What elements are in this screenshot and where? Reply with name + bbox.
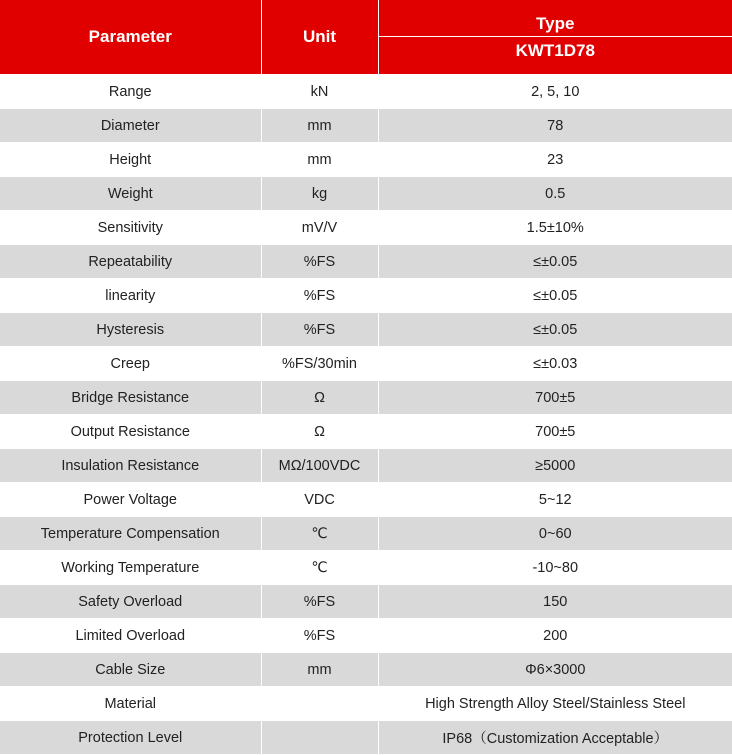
table-row [0,551,732,585]
header-model: KWT1D78 [378,37,732,75]
parameter-cell: Weight [0,177,261,211]
unit-cell: mm [261,143,378,177]
unit-cell: mm [261,653,378,687]
parameter-cell: Range [0,75,261,109]
table-row [0,177,732,211]
parameter-cell: Sensitivity [0,211,261,245]
unit-cell: Ω [261,381,378,415]
value-cell: 0~60 [378,517,732,551]
parameter-cell: Output Resistance [0,415,261,449]
table-row [0,143,732,177]
value-cell: 5~12 [378,483,732,517]
table-row [0,721,732,755]
parameter-cell: Diameter [0,109,261,143]
unit-cell: mV/V [261,211,378,245]
value-cell: 700±5 [378,415,732,449]
table-body [0,75,732,755]
parameter-cell: Protection Level [0,721,261,755]
value-cell: IP68（Customization Acceptable） [378,721,732,755]
table-row [0,449,732,483]
unit-cell: Ω [261,415,378,449]
table-row [0,279,732,313]
parameter-cell: Temperature Compensation [0,517,261,551]
value-cell: High Strength Alloy Steel/Stainless Steel [378,687,732,721]
table-row [0,313,732,347]
parameter-cell: Working Temperature [0,551,261,585]
parameter-cell: Hysteresis [0,313,261,347]
table-row [0,483,732,517]
unit-cell: %FS [261,245,378,279]
table-row [0,687,732,721]
unit-cell: ℃ [261,551,378,585]
unit-cell: ℃ [261,517,378,551]
parameter-cell: Repeatability [0,245,261,279]
parameter-cell: Power Voltage [0,483,261,517]
table-row [0,109,732,143]
value-cell: 700±5 [378,381,732,415]
unit-cell: MΩ/100VDC [261,449,378,483]
value-cell: 23 [378,143,732,177]
parameter-cell: Material [0,687,261,721]
value-cell: 2, 5, 10 [378,75,732,109]
parameter-cell: Creep [0,347,261,381]
table-row [0,517,732,551]
header-unit: Unit [261,0,378,75]
header-parameter: Parameter [0,0,261,75]
table-row [0,585,732,619]
value-cell: ≤±0.03 [378,347,732,381]
parameter-cell: Bridge Resistance [0,381,261,415]
header-type: Type [378,0,732,37]
value-cell: 150 [378,585,732,619]
parameter-cell: Insulation Resistance [0,449,261,483]
parameter-cell: Cable Size [0,653,261,687]
value-cell: 78 [378,109,732,143]
parameter-cell: linearity [0,279,261,313]
parameter-cell: Limited Overload [0,619,261,653]
header-row [0,0,732,37]
table-row [0,619,732,653]
table-row [0,347,732,381]
unit-cell: mm [261,109,378,143]
table-row [0,245,732,279]
value-cell: 0.5 [378,177,732,211]
unit-cell: %FS [261,279,378,313]
value-cell: ≤±0.05 [378,245,732,279]
parameter-cell: Safety Overload [0,585,261,619]
value-cell: 1.5±10% [378,211,732,245]
value-cell: ≥5000 [378,449,732,483]
value-cell: ≤±0.05 [378,279,732,313]
value-cell: ≤±0.05 [378,313,732,347]
value-cell: Φ6×3000 [378,653,732,687]
table-row [0,75,732,109]
table-header [0,0,732,75]
table-row [0,415,732,449]
table-row [0,211,732,245]
value-cell: 200 [378,619,732,653]
unit-cell: %FS [261,313,378,347]
table-row [0,653,732,687]
unit-cell: %FS [261,619,378,653]
parameter-cell: Height [0,143,261,177]
unit-cell: %FS/30min [261,347,378,381]
unit-cell: VDC [261,483,378,517]
unit-cell [261,721,378,755]
table-row [0,381,732,415]
unit-cell [261,687,378,721]
value-cell: -10~80 [378,551,732,585]
unit-cell: kg [261,177,378,211]
unit-cell: kN [261,75,378,109]
unit-cell: %FS [261,585,378,619]
